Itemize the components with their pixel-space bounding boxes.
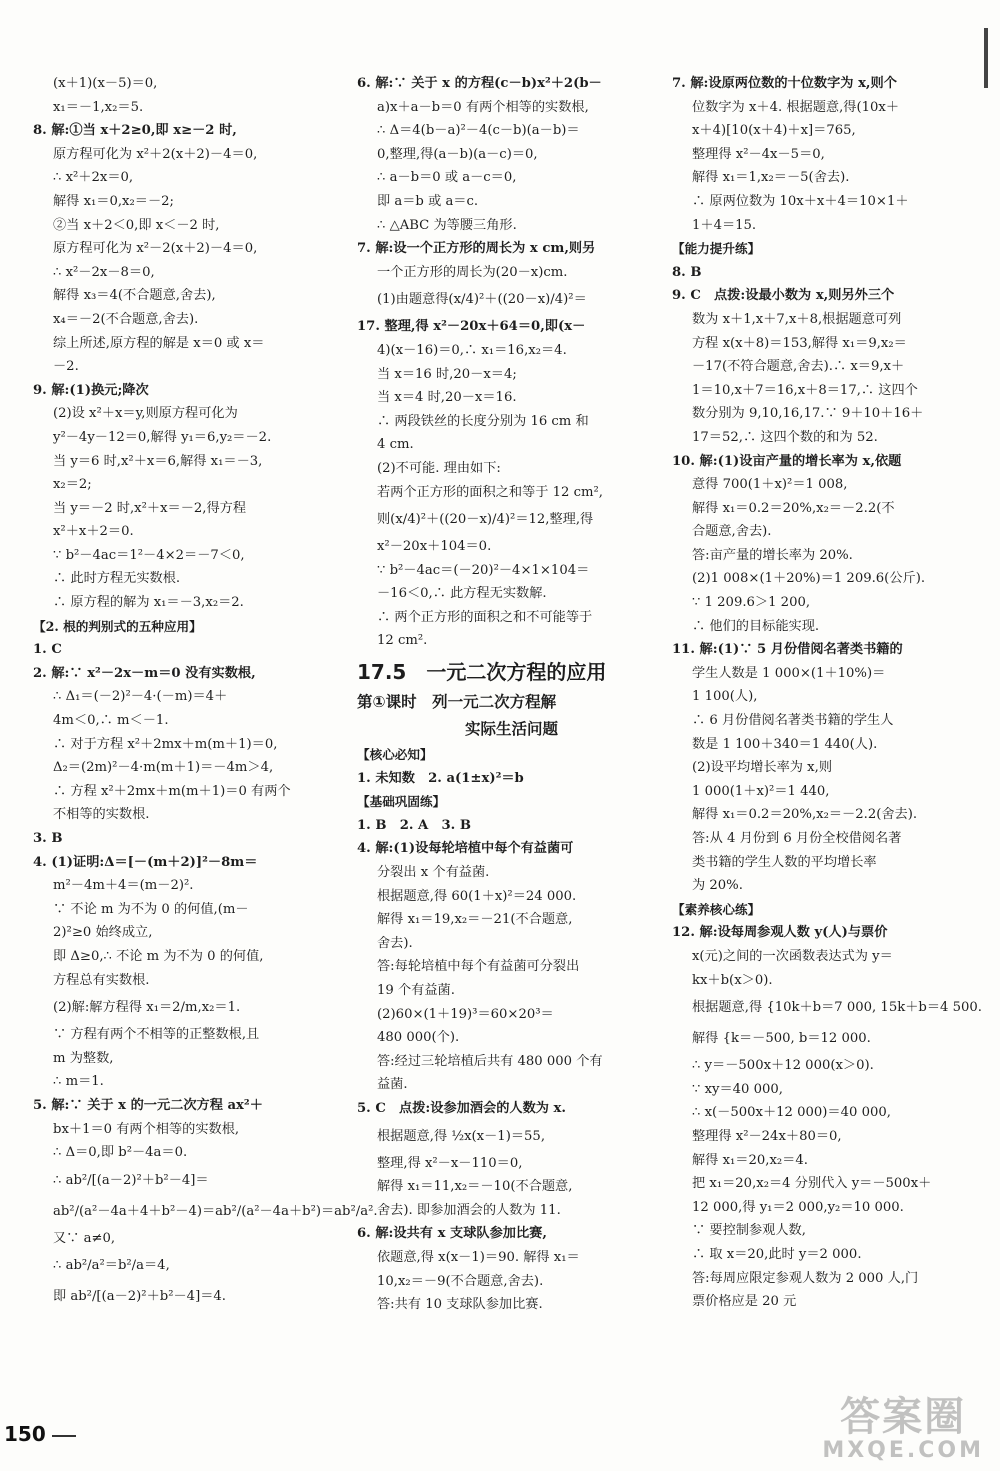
answer-line: ∵ 不论 m 为不为 0 的何值,(m－ — [53, 901, 249, 917]
answer-line: 把 x₁＝20,x₂＝4 分别代入 y＝－500x＋ — [692, 1176, 932, 1192]
answer-line: 学生人数是 1 000×(1＋10%)＝ — [692, 665, 886, 681]
answer-line: 1. 未知数 2. a(1±x)²＝b — [357, 770, 524, 786]
answer-line: x²－20x＋104＝0. — [377, 539, 492, 555]
answer-line: (2)不可能. 理由如下: — [377, 460, 501, 476]
answer-line: 舍去). — [377, 935, 413, 951]
answer-line: 分裂出 x 个有益菌. — [377, 865, 490, 881]
answer-line: 8. 解:①当 x＋2≥0,即 x≥－2 时, — [33, 123, 237, 139]
answer-line: 当 y＝6 时,x²＋x＝6,解得 x₁＝－3, — [53, 453, 263, 469]
answer-line: 原方程可化为 x²－2(x＋2)－4＝0, — [53, 241, 258, 257]
answer-line: 数为 x＋1,x＋7,x＋8,根据题意可列 — [692, 311, 902, 327]
answer-line: 17＝52,∴ 这四个数的和为 52. — [692, 429, 878, 445]
answer-line: 即 Δ≥0,∴ 不论 m 为不为 0 的何值, — [53, 948, 264, 964]
section-heading: 【2. 根的判别式的五种应用】 — [33, 618, 202, 634]
answer-column-left — [33, 72, 378, 1312]
answer-line: 0,整理,得(a－b)(a－c)＝0, — [377, 146, 538, 162]
answer-line: 益菌. — [377, 1077, 408, 1093]
watermark-url: MXQE.COM — [822, 1438, 984, 1463]
answer-line: ∴ 原方程的解为 x₁＝－3,x₂＝2. — [53, 595, 244, 611]
answer-line: ∵ 方程有两个不相等的正整数根,且 — [53, 1027, 260, 1043]
answer-line: 12. 解:设每周参观人数 y(人)与票价 — [672, 925, 888, 941]
answer-line: 17. 整理,得 x²－20x＋64＝0,即(x－ — [357, 319, 586, 335]
answer-line: 6. 解:设共有 x 支球队参加比赛, — [357, 1226, 547, 1242]
answer-line: 8. B — [672, 264, 702, 280]
answer-line: 类书籍的学生人数的平均增长率 — [692, 854, 877, 870]
page-number: 150 — [4, 1422, 76, 1446]
answer-line: 答:从 4 月份到 6 月份全校借阅名著 — [692, 831, 902, 846]
answer-line: 19 个有益菌. — [377, 983, 455, 998]
section-heading: 【素养核心练】 — [672, 901, 761, 917]
answer-line: 方程总有实数根. — [53, 972, 150, 988]
answer-line: ∴ 原两位数为 10x＋x＋4＝10×1＋ — [692, 193, 909, 209]
answer-line: 解得 x₁＝0.2＝20%,x₂＝－2.2(舍去). — [692, 807, 918, 823]
answer-line: 一个正方形的周长为(20－x)cm. — [377, 264, 568, 280]
answer-line: 则(x/4)²＋((20－x)/4)²＝12,整理,得 — [377, 512, 594, 528]
answer-line: ∴ x²－2x－8＝0, — [53, 264, 155, 280]
answer-line: 7. 解:设一个正方形的周长为 x cm,则另 — [357, 241, 596, 257]
answer-line: 4)(x－16)＝0,∴ x₁＝16,x₂＝4. — [377, 342, 567, 358]
answer-line: 解得 x₁＝0.2＝20%,x₂＝－2.2(不 — [692, 500, 895, 516]
answer-line: 10. 解:(1)设亩产量的增长率为 x,依题 — [672, 453, 902, 469]
answer-line: 1 000(1＋x)²＝1 440, — [692, 783, 830, 799]
answer-line: 票价格应是 20 元 — [692, 1294, 797, 1310]
answer-line: ∴ △ABC 为等腰三角形. — [377, 217, 517, 233]
answer-line: (2)解:解方程得 x₁＝2/m,x₂＝1. — [53, 1000, 241, 1016]
answer-line: 4. 解:(1)设每轮培植中每个有益菌可 — [357, 841, 574, 857]
answer-line: kx＋b(x＞0). — [692, 972, 773, 988]
answer-line: 1＝10,x＋7＝16,x＋8＝17,∴ 这四个 — [692, 382, 918, 398]
answer-line: ∴ 此时方程无实数根. — [53, 571, 181, 587]
answer-line: 9. 解:(1)换元;降次 — [33, 382, 149, 398]
answer-line: 依题意,得 x(x－1)＝90. 解得 x₁＝ — [377, 1249, 580, 1265]
answer-line: 解得 x₁＝11,x₂＝－10(不合题意, — [377, 1179, 573, 1195]
answer-line: 11. 解:(1)∵ 5 月份借阅名著类书籍的 — [672, 642, 903, 658]
answer-line: 又∵ a≠0, — [53, 1230, 116, 1246]
answer-line: m 为整数, — [53, 1050, 114, 1066]
answer-line: 9. C 点拨:设最小数为 x,则另外三个 — [672, 288, 895, 304]
answer-line: ∴ Δ＝4(b－a)²－4(c－b)(a－b)＝ — [377, 123, 580, 139]
lesson-title-cont: 实际生活问题 — [465, 720, 559, 739]
answer-line: 解得 x₁＝1,x₂＝－5(舍去). — [692, 170, 850, 186]
answer-line: 整理,得 x²－x－110＝0, — [377, 1155, 523, 1171]
section-heading: 【能力提升练】 — [672, 241, 761, 257]
answer-line: ∴ Δ₁＝(－2)²－4·(－m)＝4＋ — [53, 689, 228, 705]
answer-line: －17(不符合题意,舍去).∴ x＝9,x＋ — [692, 359, 905, 375]
answer-line: 5. 解:∵ 关于 x 的一元二次方程 ax²＋ — [33, 1097, 263, 1113]
answer-line: 解得 {k＝－500, b＝12 000. — [692, 1031, 871, 1047]
answer-line: 当 x＝16 时,20－x＝4; — [377, 366, 517, 382]
answer-line: 位数字为 x＋4. 根据题意,得(10x＋ — [692, 99, 900, 115]
answer-line: 意得 700(1＋x)²＝1 008, — [692, 477, 848, 493]
answer-line: 为 20%. — [692, 878, 743, 894]
answer-line: ∴ 两段铁丝的长度分别为 16 cm 和 — [377, 413, 589, 429]
answer-line: 7. 解:设原两位数的十位数字为 x,则个 — [672, 76, 897, 91]
answer-line: 12 cm². — [377, 633, 428, 649]
section-heading: 【基础巩固练】 — [357, 794, 446, 810]
answer-line: 4 cm. — [377, 437, 414, 453]
section-title: 17.5 一元二次方程的应用 — [357, 660, 607, 685]
answer-line: (2)60×(1＋19)³＝60×20³＝ — [377, 1006, 554, 1022]
answer-line: ∴ x²＋2x＝0, — [53, 170, 134, 186]
answer-line: 1. B 2. A 3. B — [357, 817, 471, 833]
answer-line: 答:共有 10 支球队参加比赛. — [377, 1297, 543, 1313]
answer-line: 数分别为 9,10,16,17.∵ 9＋10＋16＋ — [692, 406, 924, 422]
answer-line: 答:每周应限定参观人数为 2 000 人,门 — [692, 1270, 919, 1286]
answer-line: －16＜0,∴ 此方程无实数解. — [377, 586, 547, 602]
answer-line: bx＋1＝0 有两个相等的实数根, — [53, 1121, 240, 1137]
answer-line: 4. (1)证明:Δ＝[－(m＋2)]²－8m＝ — [33, 854, 258, 870]
answer-line: 5. C 点拨:设参加酒会的人数为 x. — [357, 1100, 567, 1116]
watermark-title: 答案圈 — [840, 1394, 967, 1440]
answer-line: 综上所述,原方程的解是 x＝0 或 x＝ — [53, 335, 265, 351]
answer-line: 合题意,舍去). — [692, 524, 772, 540]
answer-line: 6. 解:∵ 关于 x 的方程(c－b)x²＋2(b－ — [357, 76, 602, 91]
answer-line: 根据题意,得 ½x(x－1)＝55, — [377, 1128, 546, 1144]
answer-line: ②当 x＋2＜0,即 x＜－2 时, — [53, 217, 220, 233]
answer-line: ∴ a－b＝0 或 a－c＝0, — [377, 170, 517, 186]
answer-line: x₂＝2; — [53, 477, 92, 493]
answer-line: 480 000(个). — [377, 1030, 460, 1046]
answer-line: 根据题意,得 60(1＋x)²＝24 000. — [377, 888, 577, 904]
answer-line: 2)²≥0 始终成立, — [53, 925, 153, 941]
answer-line: 1＋4＝15. — [692, 217, 757, 233]
answer-line: (1)由题意得(x/4)²＋((20－x)/4)²＝ — [377, 292, 587, 308]
answer-line: (2)1 008×(1＋20%)＝1 209.6(公斤). — [692, 571, 926, 587]
lesson-title: 第①课时 列一元二次方程解 — [357, 693, 557, 712]
answer-line: (x＋1)(x－5)＝0, — [53, 76, 158, 91]
answer-line: 即 a＝b 或 a＝c. — [377, 193, 479, 209]
answer-line: 整理得 x²－4x－5＝0, — [692, 146, 825, 162]
answer-line: 答:经过三轮培植后共有 480 000 个有 — [377, 1053, 603, 1069]
section-heading: 【核心必知】 — [357, 747, 433, 763]
answer-line: a)x＋a－b＝0 有两个相等的实数根, — [377, 99, 589, 115]
answer-line: x₄＝－2(不合题意,舍去). — [53, 311, 199, 327]
answer-line: ∵ b²－4ac＝1²－4×2＝－7＜0, — [53, 547, 245, 563]
answer-line: ∵ 要控制参观人数, — [692, 1223, 806, 1239]
answer-line: 解得 x₁＝0,x₂＝－2; — [53, 193, 174, 209]
answer-line: 若两个正方形的面积之和等于 12 cm², — [377, 484, 603, 500]
answer-line: x(元)之间的一次函数表达式为 y＝ — [692, 948, 893, 964]
answer-line: 答:亩产量的增长率为 20%. — [692, 547, 853, 563]
answer-line: 2. 解:∵ x²－2x－m＝0 没有实数根, — [33, 665, 256, 681]
answer-line: 数是 1 100＋340＝1 440(人). — [692, 736, 878, 752]
answer-line: 4m＜0,∴ m＜－1. — [53, 713, 169, 729]
answer-line: ∴ Δ＝0,即 b²－4a＝0. — [53, 1145, 188, 1161]
answer-line: －2. — [53, 359, 79, 375]
watermark — [822, 1396, 984, 1463]
answer-line: ∵ xy＝40 000, — [692, 1081, 783, 1097]
answer-line: x²＋x＋2＝0. — [53, 524, 134, 540]
answer-line: ∴ ab²/a²＝b²/a＝4, — [53, 1258, 170, 1274]
answer-line: 当 x＝4 时,20－x＝16. — [377, 390, 517, 406]
answer-line: ∴ 方程 x²＋2mx＋m(m＋1)＝0 有两个 — [53, 783, 291, 799]
answer-line: 解得 x₁＝20,x₂＝4. — [692, 1152, 808, 1168]
page-edge-mark — [984, 28, 988, 88]
answer-line: ∴ 6 月份借阅名著类书籍的学生人 — [692, 713, 894, 729]
answer-line: 当 y＝－2 时,x²＋x＝－2,得方程 — [53, 500, 247, 516]
answer-line: 10,x₂＝－9(不合题意,舍去). — [377, 1273, 544, 1289]
answer-line: 根据题意,得 {10k＋b＝7 000, 15k＋b＝4 500. — [692, 1000, 982, 1016]
answer-line: ∵ 1 209.6＞1 200, — [692, 595, 811, 611]
answer-line: Δ₂＝(2m)²－4·m(m＋1)＝－4m＞4, — [53, 760, 274, 776]
answer-line: ∴ 两个正方形的面积之和不可能等于 — [377, 609, 593, 625]
answer-line: 方程 x(x＋8)＝153,解得 x₁＝9,x₂＝ — [692, 335, 907, 351]
answer-line: 整理得 x²－24x＋80＝0, — [692, 1128, 842, 1144]
answer-line: y²－4y－12＝0,解得 y₁＝6,y₂＝－2. — [53, 429, 272, 445]
answer-line: (2)设 x²＋x＝y,则原方程可化为 — [53, 406, 238, 422]
answer-line: 不相等的实数根. — [53, 807, 150, 823]
answer-line: x＋4)[10(x＋4)＋x]＝765, — [692, 123, 856, 139]
answer-line: 解得 x₁＝19,x₂＝－21(不合题意, — [377, 912, 573, 928]
answer-line: ∴ y＝－500x＋12 000(x＞0). — [692, 1058, 874, 1074]
answer-line: m²－4m＋4＝(m－2)². — [53, 878, 194, 894]
answer-line: x₁＝－1,x₂＝5. — [53, 99, 144, 115]
answer-line: 原方程可化为 x²＋2(x＋2)－4＝0, — [53, 146, 258, 162]
answer-line: 答:每轮培植中每个有益菌可分裂出 — [377, 959, 580, 975]
answer-line: ∴ 他们的目标能实现. — [692, 618, 820, 634]
answer-line: ∴ 对于方程 x²＋2mx＋m(m＋1)＝0, — [53, 736, 278, 752]
answer-line: 12 000,得 y₁＝2 000,y₂＝10 000. — [692, 1199, 904, 1215]
answer-column-right — [672, 72, 982, 1314]
answer-line: ∴ ab²/[(a－2)²＋b²－4]＝ — [53, 1172, 209, 1188]
answer-line: ∵ b²－4ac＝(－20)²－4×1×104＝ — [377, 562, 590, 578]
answer-line: 舍去). 即参加酒会的人数为 11. — [377, 1202, 561, 1218]
answer-line: 1. C — [33, 642, 62, 658]
answer-line: 1 100(人), — [692, 689, 758, 705]
answer-line: 3. B — [33, 831, 63, 846]
answer-line: (2)设平均增长率为 x,则 — [692, 760, 833, 776]
answer-line: ∴ m＝1. — [53, 1074, 104, 1090]
answer-line: 即 ab²/[(a－2)²＋b²－4]＝4. — [53, 1289, 226, 1305]
answer-line: ∴ x(－500x＋12 000)＝40 000, — [692, 1105, 891, 1121]
answer-column-middle — [357, 72, 657, 1317]
answer-line: 解得 x₃＝4(不合题意,舍去), — [53, 288, 216, 304]
answer-line: ab²/(a²－4a＋4＋b²－4)＝ab²/(a²－4a＋b²)＝ab²/a². — [53, 1203, 378, 1219]
answer-line: ∴ 取 x＝20,此时 y＝2 000. — [692, 1246, 862, 1262]
